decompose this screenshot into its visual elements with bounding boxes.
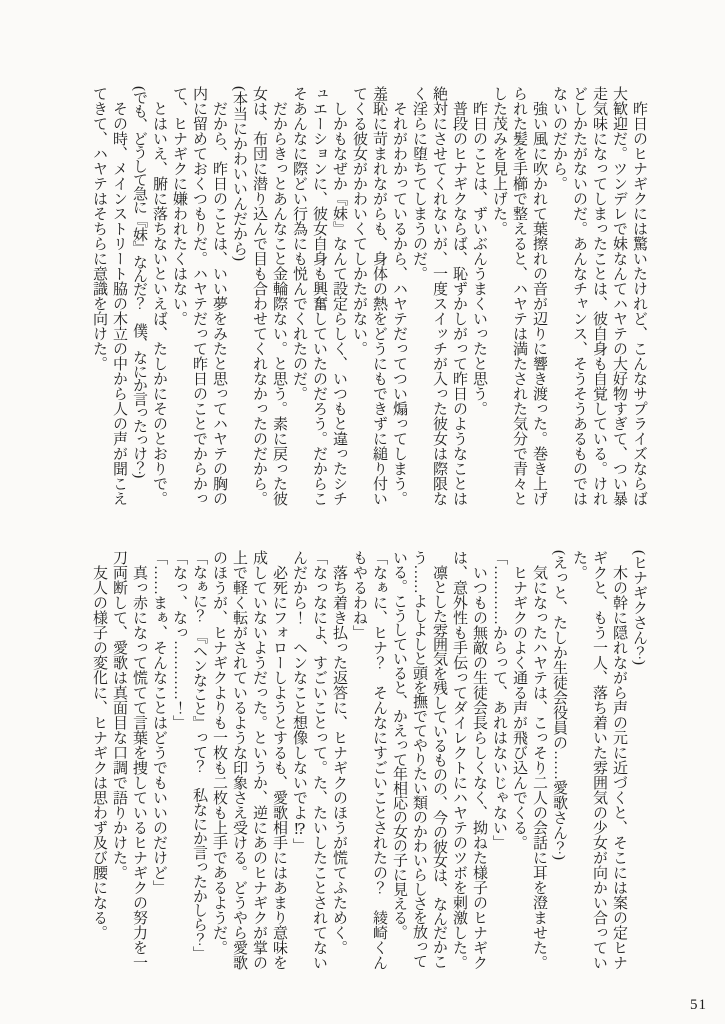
paragraph: (えっと、たしか生徒会役員の……愛歌さん？) bbox=[551, 550, 567, 860]
paragraph: 強い風に吹かれて葉擦れの音が辺りに響き渡った。巻き上げられた髪を手櫛で整えると、ハヤテは満たされた気分で青々とした茂みを見上げた。 bbox=[491, 86, 547, 506]
paragraph: (ヒナギクさん？) bbox=[631, 550, 647, 665]
paragraph: 昨日のヒナギクには驚いたけれど、こんなサプライズならば大歓迎だ。ツンデレで妹なんてハヤテの大好物すぎて、つい暴走気味になってしまったことは、彼自身も自覚している。けれどしかたがないのだ。あんなチャンス、そうそうあるものではないのだから。 bbox=[551, 86, 647, 506]
paragraph: だから、昨日のことは、いい夢をみたと思ってハヤテの胸の内に留めておくつもりだ。ハヤテだって昨日のことでからかって、ヒナギクに嫌われたくはない。 bbox=[171, 86, 227, 506]
paragraph: 気になったハヤテは、こっそり二人の会話に耳を澄ませた。 bbox=[531, 565, 547, 970]
paragraph: (本当にかわいいんだから) bbox=[231, 86, 247, 261]
paragraph: その時、メインストリート脇の木立の中から人の声が聞こえてきて、ハヤテはそちらに意識を向けた。 bbox=[91, 86, 127, 506]
paragraph: 普段のヒナギクならば、恥ずかしがって昨日のようなことは絶対にさせてくれないが、一度スイッチが入った彼女は際限なく淫らに堕ちてしまうのだ。 bbox=[411, 86, 467, 506]
paragraph: 必死にフォローしようとするも、愛歌相手にはあまり意味を成していないようだった。というか、逆にあのヒナギクが掌の上で軽く転がされているような印象さえ受ける。どうやら愛歌のほうが、ヒナギクよりも一枚も二枚も上手であるようだ。 bbox=[211, 550, 287, 970]
paragraph: 真っ赤になって慌てて言葉を捜しているヒナギクの努力を一刀両断して、愛歌は真面目な口調で語りかけた。 bbox=[111, 550, 147, 970]
paragraph: 友人の様子の変化に、ヒナギクは思わず及び腰になる。 bbox=[91, 565, 107, 940]
paragraph: いつもの無敵の生徒会長らしくなく、拗ねた様子のヒナギクは、意外性も手伝ってダイレクトにハヤテのツボを刺激した。 bbox=[451, 550, 487, 970]
paragraph: (でも、どうして急に『妹』なんだ？ 僕、なにか言ったっけ？) bbox=[131, 86, 147, 477]
paragraph: 昨日のことは、ずいぶんうまくいったと思う。 bbox=[471, 101, 487, 416]
paragraph: それがわかっているから、ハヤテだってつい煽ってしまう。羞恥に苛まれながらも、身体の熱をどうにもできずに縋り付いてくる彼女がかわいくてしかたがない。 bbox=[351, 86, 407, 506]
bottom-text-block bbox=[89, 550, 649, 974]
top-text-block bbox=[89, 86, 649, 510]
paragraph: 落ち着き払った返答に、ヒナギクのほうが慌てふためく。 bbox=[331, 565, 347, 955]
paragraph: 凛とした雰囲気を残しているものの、今の彼女は、なんだかこう……よしよしと頭を撫でてやりたい類のかわいらしさを放っている。こうしていると、かえって年相応の女の子に見える。 bbox=[391, 550, 447, 969]
paragraph: 「……まぁ、そんなことはどうでもいいのだけど」 bbox=[151, 550, 167, 895]
paragraph: だからきっとあんなこと金輪際ない。と思う。素に戻った彼女は、布団に潜り込んで目も合わせてくれなかったのだから。 bbox=[251, 86, 287, 506]
paragraph: とはいえ、腑に落ちないといえば、たしかにそのとおりで。 bbox=[151, 101, 167, 506]
paragraph: 「なっなによ、すごいことって。た、たいしたことされてないんだから！ ヘンなこと想像しないでよ⁉」 bbox=[291, 550, 327, 970]
paragraph: ヒナギクのよく通る声が飛び込んでくる。 bbox=[511, 565, 527, 850]
paragraph: 「なぁに？ 『ヘンなこと』って？ 私なにか言ったかしら？」 bbox=[191, 550, 207, 961]
paragraph: しかもなぜか『妹』なんて設定らしく、いつもと違ったシチュエーションに、彼女自身も興奮していたのだろう。だからこそあんなに際どい行為にも悦んでくれたのだ。 bbox=[291, 86, 347, 506]
page-number: 51 bbox=[690, 997, 707, 1013]
paragraph: 「…………からって、あれはないじゃない」 bbox=[491, 550, 507, 850]
paragraph: 「なぁに、ヒナ？ そんなにすごいことされたの？ 綾崎くんもやるわね」 bbox=[351, 550, 387, 970]
paragraph: 木の幹に隠れながら声の元に近づくと、そこには案の定ヒナギクと、もう一人、落ち着いた雰囲気の少女が向かい合っていた。 bbox=[571, 550, 627, 970]
paragraph: 「なっ、なっ…………！」 bbox=[171, 550, 187, 730]
